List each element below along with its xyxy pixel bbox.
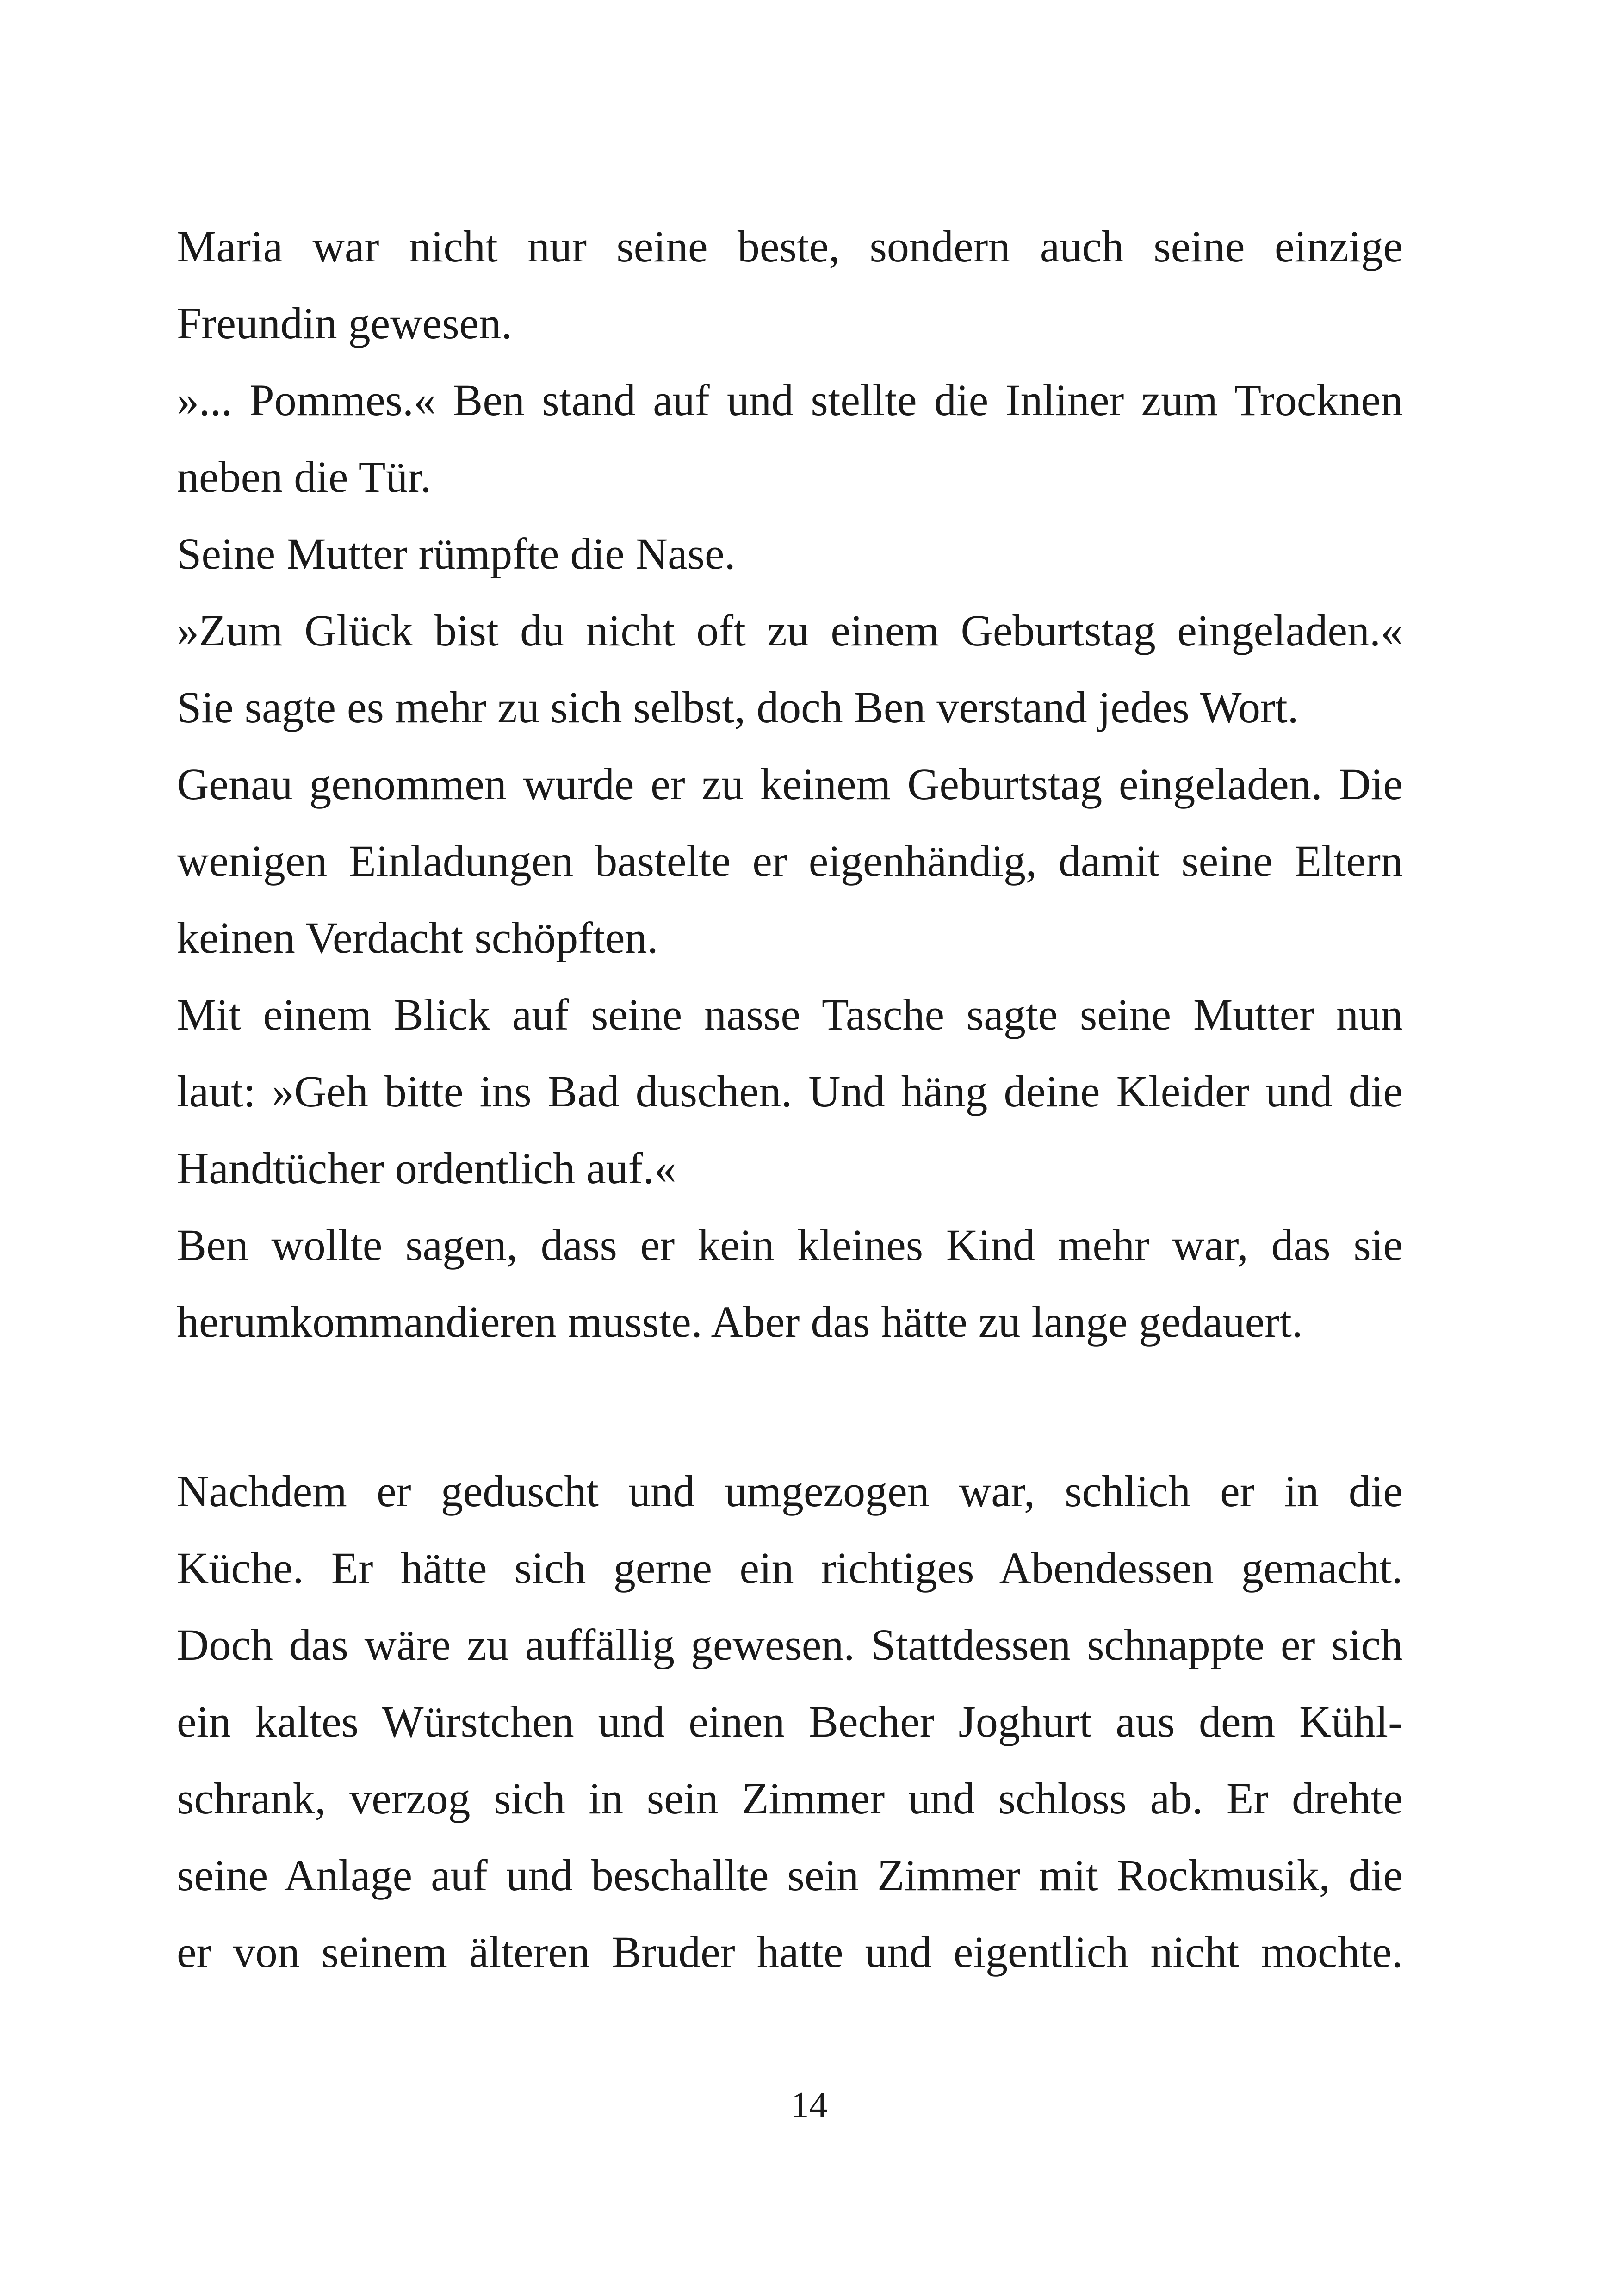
paragraph	[177, 746, 1403, 976]
text-line: Maria war nicht nur seine beste, sondern auch seine einzige	[177, 222, 1403, 271]
paragraph	[177, 515, 1403, 592]
text-line: laut: »Geh bitte ins Bad duschen. Und häng deine Kleider und die	[177, 1067, 1403, 1116]
text-line: ein kaltes Würstchen und einen Becher Joghurt aus dem Kühl-	[177, 1697, 1403, 1746]
text-line: wenigen Einladungen bastelte er eigenhändig, damit seine Eltern	[177, 836, 1403, 886]
paragraph	[177, 362, 1403, 515]
paragraph	[177, 208, 1403, 362]
paragraph	[177, 1207, 1403, 1360]
text-block-2	[177, 1453, 1403, 1991]
paragraph	[177, 592, 1403, 746]
paragraph	[177, 1453, 1403, 1991]
text-line: Mit einem Blick auf seine nasse Tasche sagte seine Mutter nun	[177, 990, 1403, 1039]
text-line: Genau genommen wurde er zu keinem Geburtstag eingeladen. Die	[177, 759, 1403, 809]
text-line: Freundin gewesen.	[177, 298, 513, 348]
text-line: schrank, verzog sich in sein Zimmer und schloss ab. Er drehte	[177, 1774, 1403, 1823]
page-number: 14	[790, 2085, 828, 2126]
text-block-1	[177, 208, 1403, 1360]
text-line: herumkommandieren musste. Aber das hätte zu lange gedauert.	[177, 1297, 1303, 1347]
text-line: Küche. Er hätte sich gerne ein richtiges Abendessen gemacht.	[177, 1543, 1403, 1593]
text-line: Handtücher ordentlich auf.«	[177, 1143, 676, 1193]
text-line: seine Anlage auf und beschallte sein Zimmer mit Rockmusik, die	[177, 1850, 1403, 1900]
text-line: Doch das wäre zu auffällig gewesen. Stattdessen schnappte er sich	[177, 1620, 1403, 1669]
text-line: »... Pommes.« Ben stand auf und stellte die Inliner zum Trocknen	[177, 375, 1403, 425]
text-line: Ben wollte sagen, dass er kein kleines Kind mehr war, das sie	[177, 1220, 1403, 1270]
text-line: Sie sagte es mehr zu sich selbst, doch Ben verstand jedes Wort.	[177, 683, 1299, 732]
text-line: er von seinem älteren Bruder hatte und eigentlich nicht mochte.	[177, 1927, 1403, 1977]
text-line: neben die Tür.	[177, 452, 432, 502]
text-line: »Zum Glück bist du nicht oft zu einem Geburtstag eingeladen.«	[177, 606, 1403, 655]
text-line: Seine Mutter rümpfte die Nase.	[177, 529, 736, 578]
paragraph	[177, 976, 1403, 1207]
text-line: keinen Verdacht schöpften.	[177, 913, 658, 962]
text-line: Nachdem er geduscht und umgezogen war, schlich er in die	[177, 1466, 1403, 1516]
